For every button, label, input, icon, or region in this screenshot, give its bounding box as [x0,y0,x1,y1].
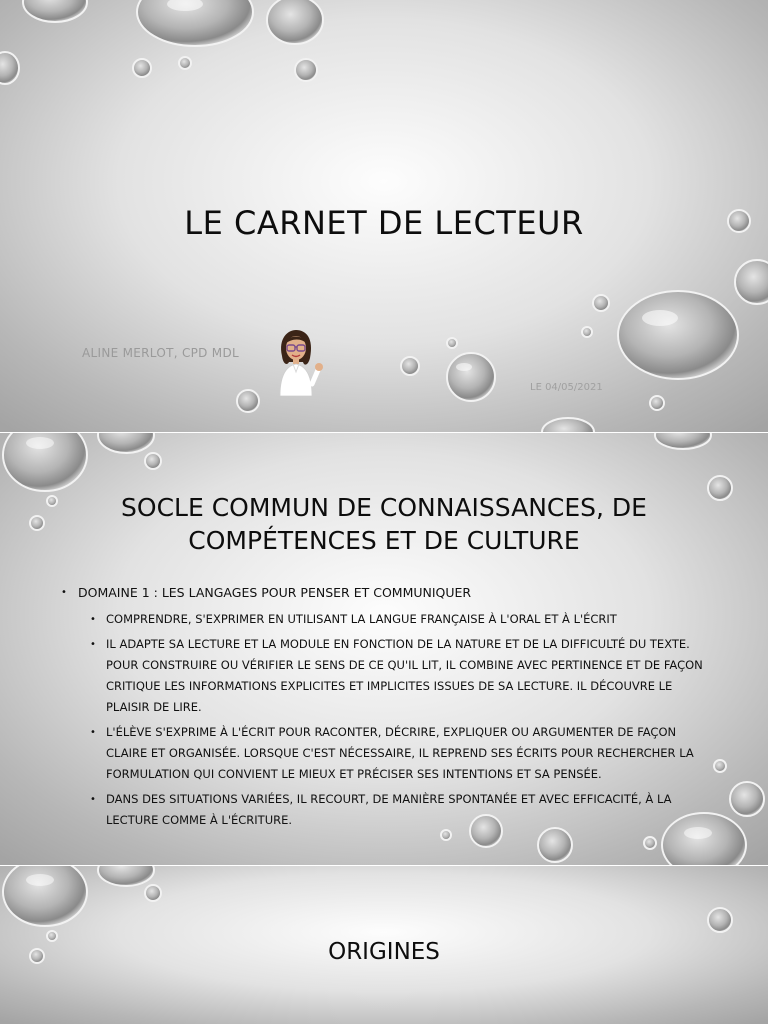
slide-heading: ORIGINES [328,939,440,965]
bullet-icon: • [90,727,96,738]
list-item-text: COMPRENDRE, S'EXPRIMER EN UTILISANT LA LANGUE FRANÇAISE À L'ORAL ET À L'ÉCRIT [106,612,617,626]
list-item [58,722,708,785]
list-item-text: DOMAINE 1 : LES LANGAGES POUR PENSER ET COMMUNIQUER [78,585,472,600]
slide-title-heading: LE CARNET DE LECTEUR [184,204,584,242]
bullet-icon: • [90,794,96,805]
slide-origines [0,866,768,1024]
list-item [58,609,708,630]
list-item [58,789,708,831]
bullet-icon: • [90,614,96,625]
bullet-icon: • [90,639,96,650]
list-item-text: L'ÉLÈVE S'EXPRIME À L'ÉCRIT POUR RACONTER, DÉCRIRE, EXPLIQUER OU ARGUMENTER DE FAÇON CLAIRE ET ORGANISÉE. LORSQUE C'EST NÉCESSAIRE, IL REPREND SES ÉCRITS POUR RECHERCHER LA FORMULATION QUI CONVIENT LE MIEUX ET PRÉCISER SES INTENTIONS ET SA PENSÉE. [106,725,694,781]
list-item [58,634,708,718]
author-name: ALINE MERLOT, CPD MDL [82,346,239,360]
bullet-list [58,583,708,835]
list-item-domain [58,583,708,603]
list-item-text: DANS DES SITUATIONS VARIÉES, IL RECOURT, DE MANIÈRE SPONTANÉE ET AVEC EFFICACITÉ, À LA LECTURE COMME À L'ÉCRITURE. [106,792,672,827]
avatar [268,326,324,396]
slide-heading [100,491,668,557]
list-item-text: IL ADAPTE SA LECTURE ET LA MODULE EN FONCTION DE LA NATURE ET DE LA DIFFICULTÉ DU TEXTE. POUR CONSTRUIRE OU VÉRIFIER LE SENS DE CE QU'IL LIT, IL COMBINE AVEC PERTINENCE ET DE FAÇON CRITIQUE LES INFORMATIONS EXPLICITES ET IMPLICITES ISSUES DE SA LECTURE. IL DÉCOUVRE LE PLAISIR DE LIRE. [106,637,703,714]
heading-line-1: SOCLE COMMUN DE CONNAISSANCES, DE [121,493,647,522]
slide-socle-commun [0,433,768,865]
presentation-date: LE 04/05/2021 [530,382,603,393]
heading-line-2: COMPÉTENCES ET DE CULTURE [188,526,580,555]
slide-title [0,0,768,432]
bullet-icon: • [61,587,67,598]
